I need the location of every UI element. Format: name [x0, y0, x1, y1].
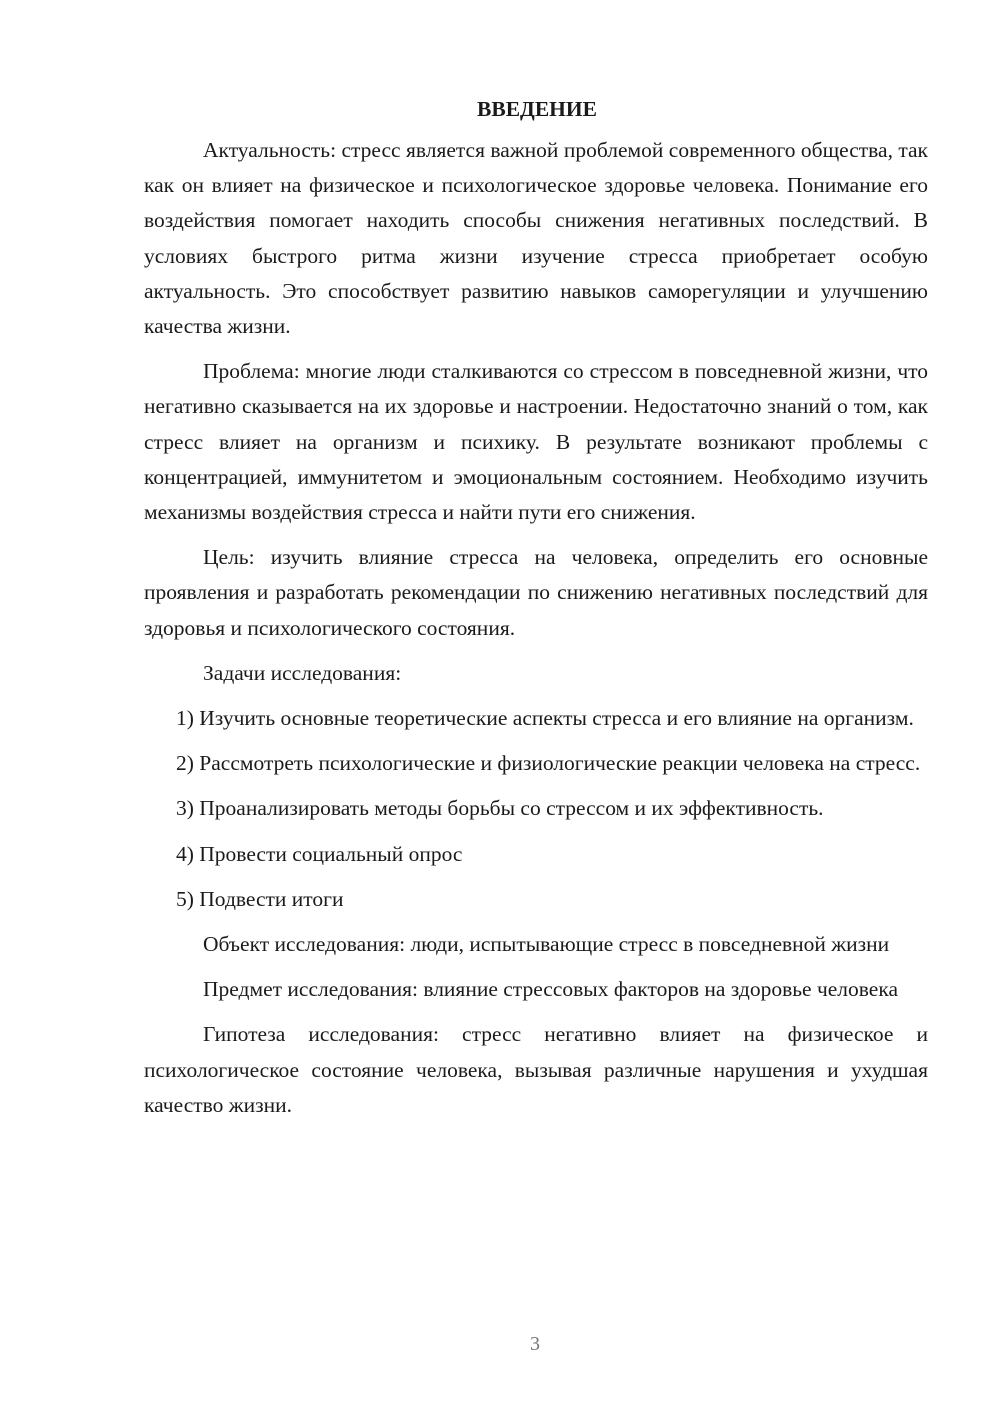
task-item-4: 4) Провести социальный опрос: [176, 841, 463, 866]
tasks-list: [144, 701, 928, 917]
section-title: ВВЕДЕНИЕ: [477, 97, 597, 121]
hypothesis-paragraph: Гипотеза исследования: стресс негативно влияет на физическое и психологическое состояние человека, вызывая различные нарушения и ухудшая качество жизни.: [144, 1022, 928, 1117]
tasks-heading: Задачи исследования:: [203, 660, 402, 685]
document-page: [144, 92, 928, 1133]
subject-paragraph: Предмет исследования: влияние стрессовых факторов на здоровье человека: [203, 977, 899, 1002]
task-item-5: 5) Подвести итоги: [176, 886, 344, 911]
goal-paragraph: Цель: изучить влияние стресса на человека, определить его основные проявления и разработать рекомендации по снижению негативных последствий для здоровья и психологического состояния.: [144, 545, 928, 640]
task-item-2: 2) Рассмотреть психологические и физиологические реакции человека на стресс.: [176, 751, 921, 776]
object-paragraph: Объект исследования: люди, испытывающие стресс в повседневной жизни: [203, 932, 890, 957]
task-item-3: 3) Проанализировать методы борьбы со стрессом и их эффективность.: [176, 796, 824, 821]
relevance-paragraph: Актуальность: стресс является важной проблемой современного общества, так как он влияет на физическое и психологическое здоровье человека. Понимание его воздействия помогает находить способы снижения негативных последствий. В условиях быстрого ритма жизни изучение стресса приобретает особую актуальность. Это способствует развитию навыков саморегуляции и улучшению качества жизни.: [144, 138, 928, 339]
task-item-1: 1) Изучить основные теоретические аспекты стресса и его влияние на организм.: [176, 706, 914, 731]
problem-paragraph: Проблема: многие люди сталкиваются со стрессом в повседневной жизни, что негативно сказывается на их здоровье и настроении. Недостаточно знаний о том, как стресс влияет на организм и психику. В результате возникают проблемы с концентрацией, иммунитетом и эмоциональным состоянием. Необходимо изучить механизмы воздействия стресса и найти пути его снижения.: [144, 359, 928, 525]
page-number: 3: [530, 1333, 540, 1355]
